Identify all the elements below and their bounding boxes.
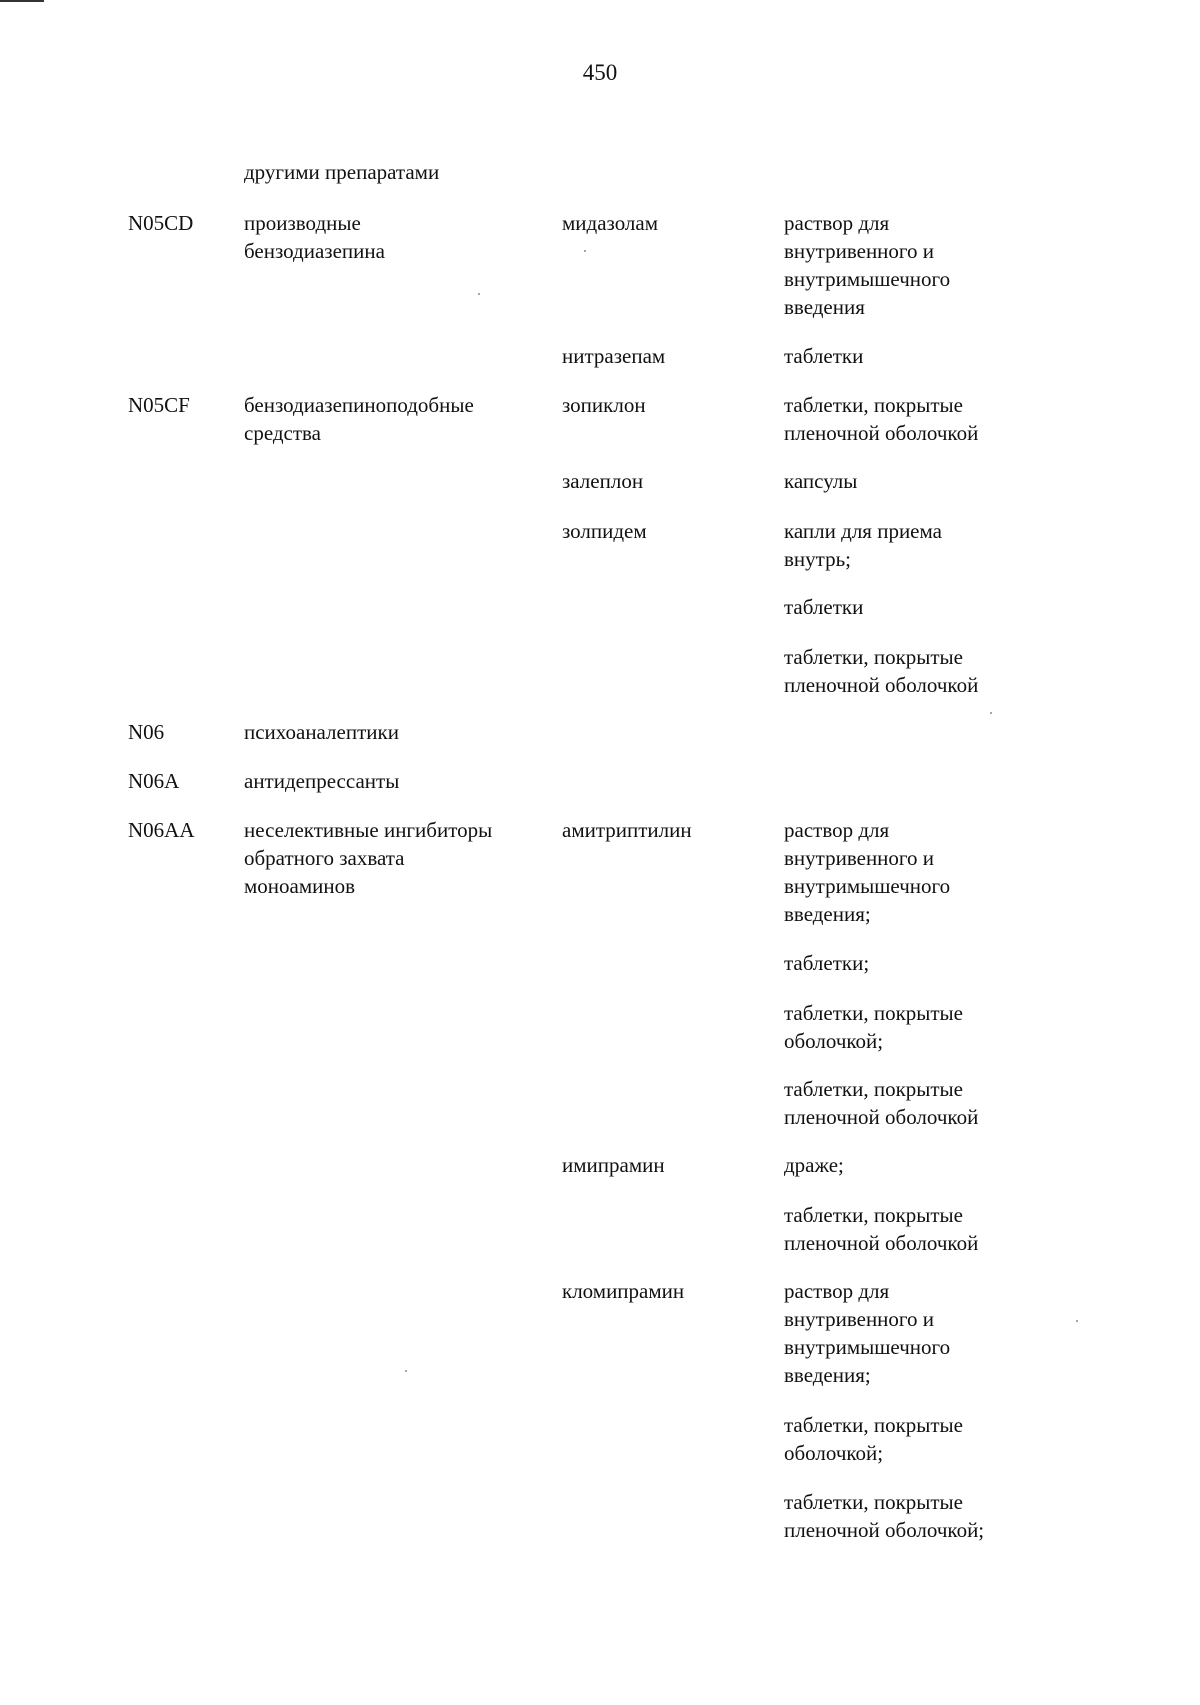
page-number: 450 — [582, 60, 618, 85]
scan-speck — [405, 1370, 407, 1372]
group-name-cell: антидепрессанты — [244, 769, 400, 793]
dosage-form-cell: таблетки, покрытые пленочной оболочкой; — [784, 1490, 985, 1542]
drug-name-cell: нитразепам — [562, 344, 666, 368]
dosage-form-cell: таблетки — [784, 344, 864, 368]
drug-name-cell: имипрамин — [562, 1153, 665, 1177]
atc-code-cell: N05CD — [128, 211, 194, 235]
dosage-form-cell: раствор для внутривенного и внутримышечного введения — [784, 211, 951, 319]
scan-speck — [478, 293, 480, 295]
drug-name-cell: кломипрамин — [562, 1279, 685, 1303]
dosage-form-cell: таблетки, покрытые оболочкой; — [784, 1001, 963, 1053]
dosage-form-cell: капсулы — [784, 469, 858, 493]
scan-speck — [584, 250, 586, 252]
atc-code-cell: N05CF — [128, 393, 190, 417]
dosage-form-cell: раствор для внутривенного и внутримышечного введения; — [784, 818, 951, 926]
dosage-form-cell: таблетки, покрытые пленочной оболочкой — [784, 645, 979, 697]
dosage-form-cell: таблетки, покрытые пленочной оболочкой — [784, 1203, 979, 1255]
group-name-cell: психоаналептики — [244, 720, 399, 744]
drug-name-cell: мидазолам — [562, 211, 659, 235]
drug-name-cell: золпидем — [562, 519, 647, 543]
drug-name-cell: зопиклон — [562, 393, 646, 417]
group-name-cell: бензодиазепиноподобные средства — [244, 393, 474, 445]
dosage-form-cell: драже; — [784, 1153, 844, 1177]
atc-code-cell: N06A — [128, 769, 180, 793]
scan-edge-line — [0, 0, 44, 2]
atc-code-cell: N06 — [128, 720, 165, 744]
dosage-form-cell: таблетки, покрытые оболочкой; — [784, 1413, 963, 1465]
group-name-cell: другими препаратами — [244, 160, 440, 184]
dosage-form-cell: раствор для внутривенного и внутримышечного введения; — [784, 1279, 951, 1387]
dosage-form-cell: таблетки, покрытые пленочной оболочкой — [784, 393, 979, 445]
dosage-form-cell: таблетки — [784, 595, 864, 619]
dosage-form-cell: капли для приема внутрь; — [784, 519, 942, 571]
drug-name-cell: амитриптилин — [562, 818, 692, 842]
scan-speck — [990, 712, 992, 714]
group-name-cell: неселективные ингибиторы обратного захвата моноаминов — [244, 818, 493, 898]
dosage-form-cell: таблетки; — [784, 951, 870, 975]
group-name-cell: производные бензодиазепина — [244, 211, 385, 263]
drug-name-cell: залеплон — [562, 469, 644, 493]
atc-code-cell: N06AA — [128, 818, 195, 842]
dosage-form-cell: таблетки, покрытые пленочной оболочкой — [784, 1077, 979, 1129]
